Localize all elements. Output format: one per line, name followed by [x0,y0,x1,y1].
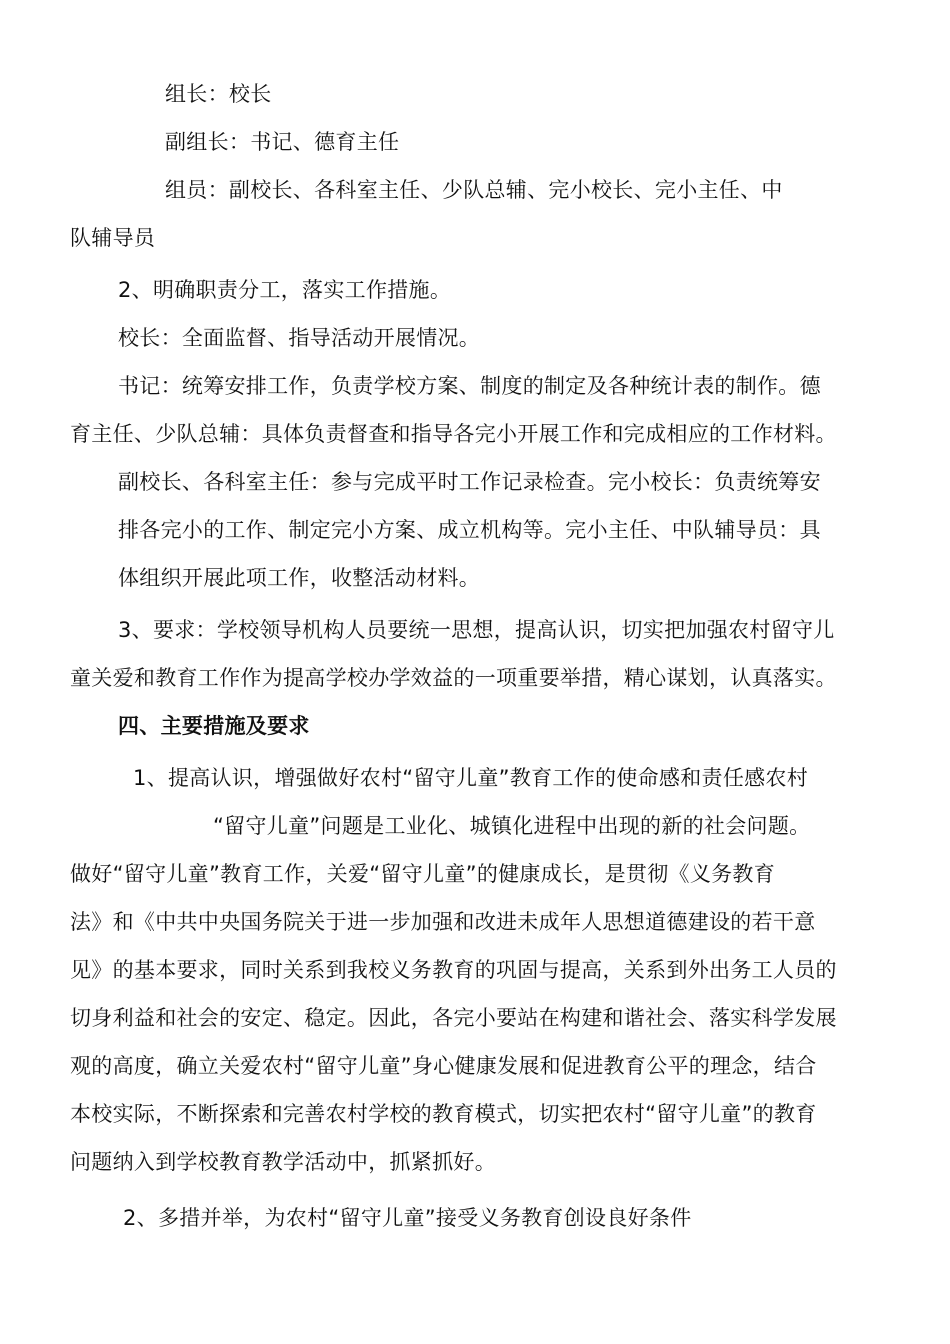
vice-principal-duty-end: 体组织开展此项工作，收整活动材料。 [118,566,481,590]
measure-1-line-6: 切身利益和社会的安定、稳定。因此，各完小要站在构建和谐社会、落实科学发展 [70,1006,837,1030]
section-2-heading: 2、明确职责分工，落实工作措施。 [118,278,452,302]
secretary-duty: 书记：统筹安排工作，负责学校方案、制度的制定及各种统计表的制作。德 [118,374,821,398]
vice-principal-duty: 副校长、各科室主任：参与完成平时工作记录检查。完小校长：负责统筹安 [118,470,821,494]
measure-1-line-8: 本校实际，不断探索和完善农村学校的教育模式，切实把农村“留守儿童”的教育 [70,1102,817,1126]
measure-1-line-3: 做好“留守儿童”教育工作，关爱“留守儿童”的健康成长，是贯彻《义务教育 [70,862,776,886]
section-four-heading: 四、主要措施及要求 [118,714,310,738]
measure-2-heading: 2、多措并举，为农村“留守儿童”接受义务教育创设良好条件 [123,1206,692,1230]
measure-1-line-4: 法》和《中共中央国务院关于进一步加强和改进未成年人思想道德建设的若干意 [70,910,816,934]
section-3-requirements: 3、要求：学校领导机构人员要统一思想，提高认识，切实把加强农村留守儿 [118,618,835,642]
members-line-cont: 队辅导员 [70,226,156,250]
secretary-duty-cont: 育主任、少队总辅：具体负责督查和指导各完小开展工作和完成相应的工作材料。 [70,422,837,446]
vice-principal-duty-cont: 排各完小的工作、制定完小方案、成立机构等。完小主任、中队辅导员：具 [118,518,821,542]
principal-duty: 校长：全面监督、指导活动开展情况。 [118,326,481,350]
leader-line: 组长：校长 [165,82,272,106]
members-line: 组员：副校长、各科室主任、少队总辅、完小校长、完小主任、中 [165,178,783,202]
measure-1-line-2: “留守儿童”问题是工业化、城镇化进程中出现的新的社会问题。 [213,814,811,838]
measure-1-line-5: 见》的基本要求，同时关系到我校义务教育的巩固与提高，关系到外出务工人员的 [70,958,837,982]
deputy-leader-line: 副组长：书记、德育主任 [165,130,400,154]
section-3-requirements-cont: 童关爱和教育工作作为提高学校办学效益的一项重要举措，精心谋划，认真落实。 [70,666,837,690]
measure-1-heading: 1、提高认识，增强做好农村“留守儿童”教育工作的使命感和责任感农村 [133,766,809,790]
measure-1-line-9: 问题纳入到学校教育教学活动中，抓紧抓好。 [70,1150,496,1174]
measure-1-line-7: 观的高度，确立关爱农村“留守儿童”身心健康发展和促进教育公平的理念，结合 [70,1054,817,1078]
